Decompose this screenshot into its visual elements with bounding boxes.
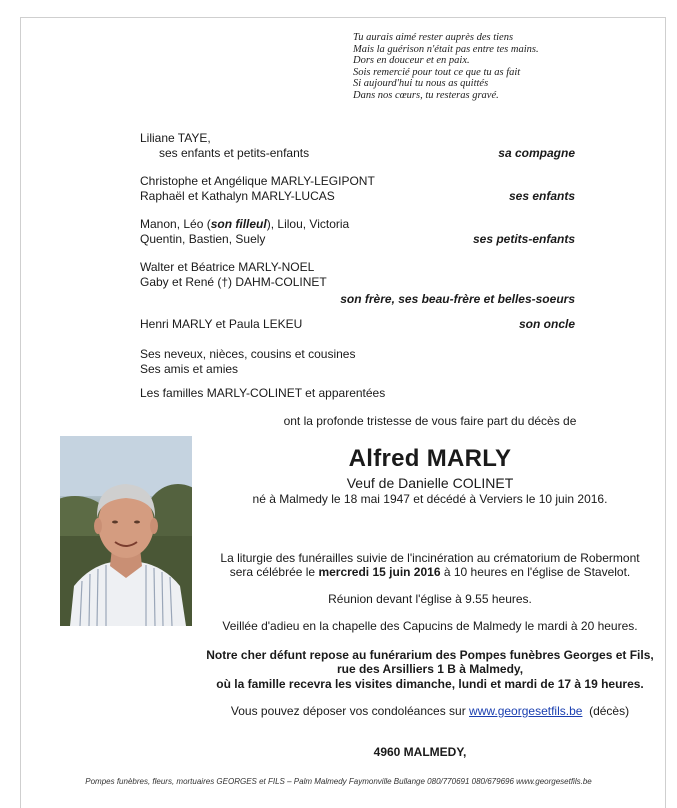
family-line: Gaby et René (†) DAHM-COLINET <box>140 274 327 289</box>
announcement: ont la profonde tristesse de vous faire part du décès de <box>283 414 577 428</box>
family-group-relatives <box>140 347 575 376</box>
family-role: son oncle <box>518 317 575 331</box>
poem-line: Dans nos cœurs, tu resteras gravé. <box>353 89 499 101</box>
portrait-photo <box>60 436 192 626</box>
family-line: Quentin, Bastien, Suely <box>140 231 266 246</box>
poem-line: Mais la guérison n'était pas entre tes mains. <box>353 43 539 55</box>
reunion-line: Réunion devant l'église à 9.55 heures. <box>328 592 532 606</box>
family-group-companion <box>140 131 575 160</box>
footer-line: Pompes funèbres, fleurs, mortuaires GEORGES et FILS – Palm Malmedy Faymonville Bullange 080/770691 080/679696 www.georgesetfils.be <box>85 777 592 786</box>
family-line: Walter et Béatrice MARLY-NOEL <box>140 260 315 274</box>
family-role: ses petits-enfants <box>472 231 575 246</box>
family-group-uncle <box>140 317 575 332</box>
poem-line: Dors en douceur et en paix. <box>353 55 470 67</box>
funeral-home-line-3: où la famille recevra les visites dimanche, lundi et mardi de 17 à 19 heures. <box>216 677 644 691</box>
family-line: Manon, Léo (son filleul), Lilou, Victoria <box>140 217 350 231</box>
family-group-children <box>140 174 575 203</box>
deceased-name: Alfred MARLY <box>348 445 512 472</box>
spouse-line: Veuf de Danielle COLINET <box>346 475 514 491</box>
portrait-illustration <box>60 436 192 626</box>
family-role: ses enfants <box>508 188 575 203</box>
poem-line: Si aujourd'hui tu nous as quittés <box>353 78 489 90</box>
family-role: sa compagne <box>498 145 575 160</box>
ceremony-line-1: La liturgie des funérailles suivie de l'incinération au crématorium de Robermont <box>220 551 640 565</box>
family-line: Les familles MARLY-COLINET et apparentées <box>140 386 386 400</box>
family-line: Christophe et Angélique MARLY-LEGIPONT <box>140 174 375 188</box>
family-line: Ses amis et amies <box>140 361 239 376</box>
family-group-families <box>140 386 575 401</box>
family-line: Ses neveux, nièces, cousins et cousines <box>140 347 356 361</box>
godson-note: son filleul <box>210 217 267 231</box>
family-line: Henri MARLY et Paula LEKEU <box>140 317 303 331</box>
funeral-home-line-1: Notre cher défunt repose au funérarium des Pompes funèbres Georges et Fils, <box>206 648 654 662</box>
condolences-line: Vous pouvez déposer vos condoléances sur www.georgesetfils.be (décès) <box>230 704 630 718</box>
family-group-grandchildren <box>140 217 575 246</box>
ceremony-date: mercredi 15 juin 2016 <box>318 565 441 579</box>
funeral-home-line-2: rue des Arsilliers 1 B à Malmedy, <box>336 662 524 676</box>
city-line: 4960 MALMEDY, <box>373 745 467 759</box>
poem-line: Tu aurais aimé rester auprès des tiens <box>353 32 514 43</box>
family-group-siblings <box>140 260 575 304</box>
family-role: son frère, ses beau-frère et belles-soeurs <box>340 292 575 306</box>
poem <box>353 32 653 102</box>
ceremony-line-2: sera célébrée le mercredi 15 juin 2016 à 10 heures en l'église de Stavelot. <box>229 565 631 579</box>
family-line: Raphaël et Kathalyn MARLY-LUCAS <box>140 188 335 203</box>
condolences-link[interactable]: www.georgesetfils.be <box>469 704 583 718</box>
poem-line: Sois remercié pour tout ce que tu as fait <box>353 66 521 78</box>
vigil-line: Veillée d'adieu en la chapelle des Capucins de Malmedy le mardi à 20 heures. <box>222 619 638 633</box>
family-line: Liliane TAYE, <box>140 131 211 145</box>
birth-death-dates: né à Malmedy le 18 mai 1947 et décédé à Verviers le 10 juin 2016. <box>252 492 608 506</box>
family-line: ses enfants et petits-enfants <box>159 145 310 160</box>
